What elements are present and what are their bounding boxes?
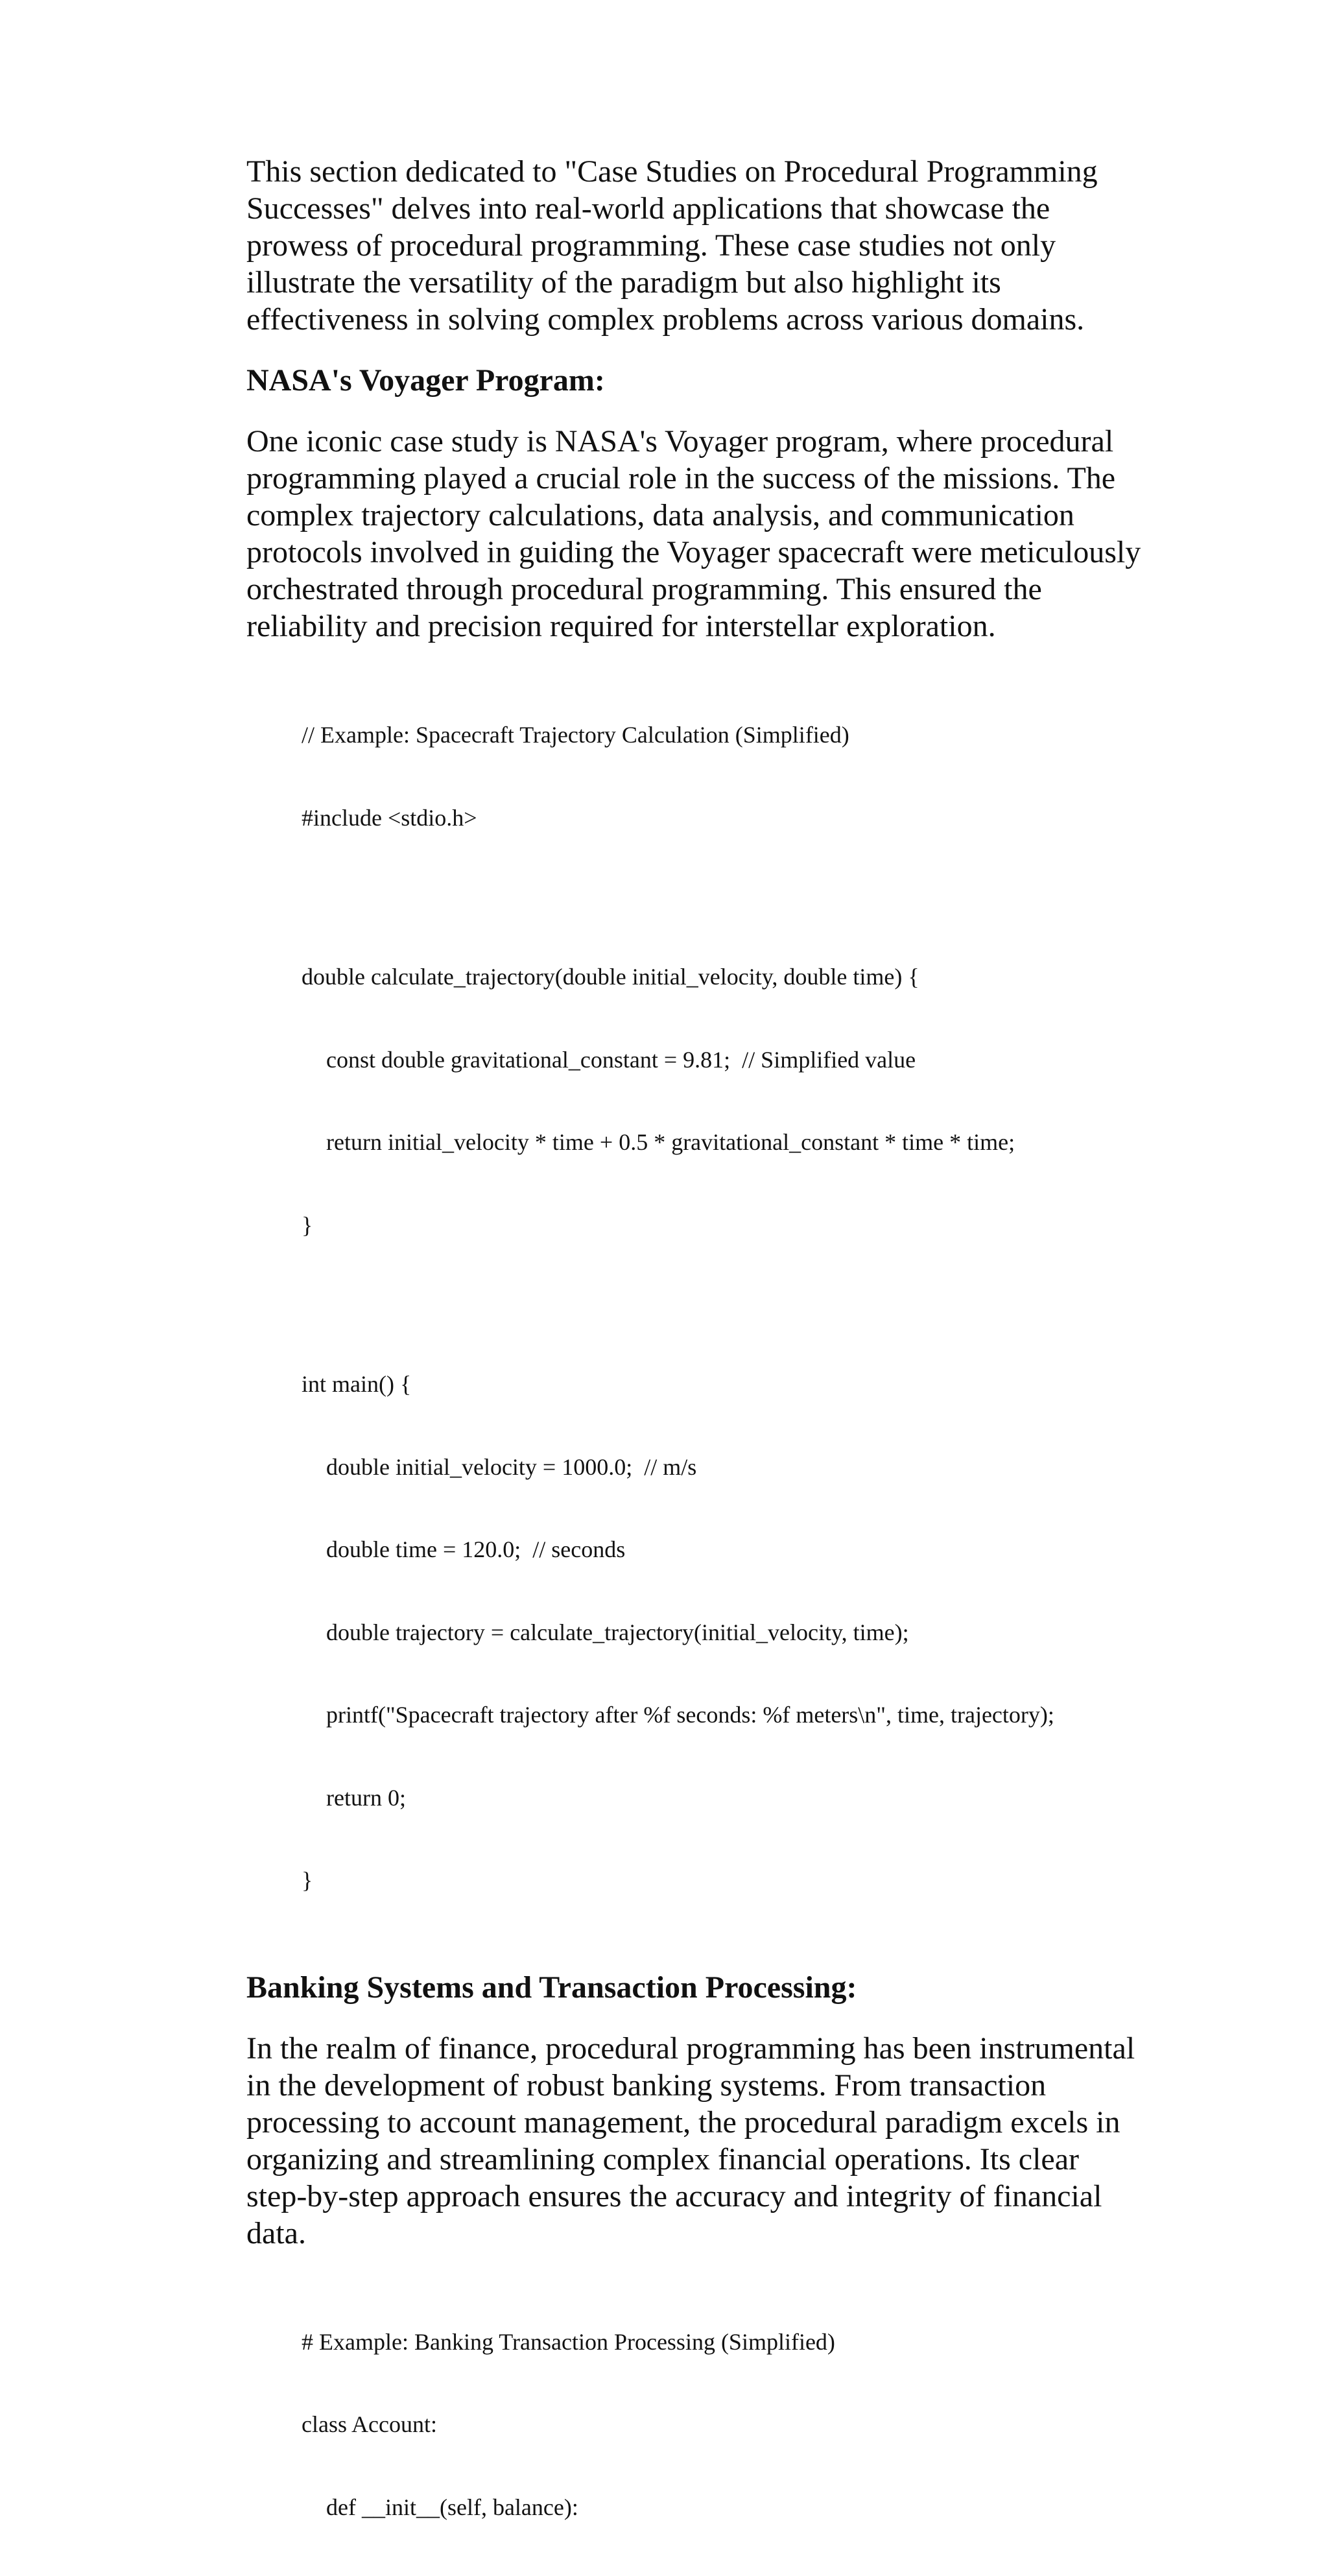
banking-paragraph: In the realm of finance, procedural programming has been instrumental in the development of robust banking systems. From transaction processing to account management, the procedural paradigm excels in organizing and streamlining complex financial operations. Its clear step-by-step approach ensures the accuracy and integrity of financial data. (246, 2030, 1141, 2252)
code-line: # Example: Banking Transaction Processing (Simplified) (302, 2328, 1154, 2356)
voyager-code-block (302, 666, 1154, 1950)
code-line: #include <stdio.h> (302, 804, 1154, 832)
code-line: // Example: Spacecraft Trajectory Calculation (Simplified) (302, 721, 1154, 749)
voyager-heading: NASA's Voyager Program: (246, 362, 1154, 399)
code-line: printf("Spacecraft trajectory after %f seconds: %f meters\n", time, trajectory); (302, 1701, 1154, 1729)
code-line: double initial_velocity = 1000.0; // m/s (302, 1453, 1154, 1481)
code-line: def __init__(self, balance): (302, 2494, 1154, 2522)
code-line: return 0; (302, 1784, 1154, 1812)
code-line: double trajectory = calculate_trajectory(initial_velocity, time); (302, 1619, 1154, 1647)
code-line: double time = 120.0; // seconds (302, 1536, 1154, 1564)
intro-paragraph: This section dedicated to "Case Studies on Procedural Programming Successes" delves into real-world applications that showcase the prowess of procedural programming. These case studies not only illustrate the versatility of the paradigm but also highlight its effectiveness in solving complex problems across various domains. (246, 153, 1141, 338)
code-line: } (302, 1866, 1154, 1894)
code-line: } (302, 1211, 1154, 1239)
banking-heading: Banking Systems and Transaction Processing: (246, 1969, 1154, 2006)
code-line: return initial_velocity * time + 0.5 * gravitational_constant * time * time; (302, 1128, 1154, 1156)
code-line: double calculate_trajectory(double initial_velocity, double time) { (302, 963, 1154, 991)
code-line: int main() { (302, 1370, 1154, 1398)
voyager-paragraph: One iconic case study is NASA's Voyager program, where procedural programming played a crucial role in the success of the missions. The complex trajectory calculations, data analysis, and communication protocols involved in guiding the Voyager spacecraft were meticulously orchestrated through procedural programming. This ensured the reliability and precision required for interstellar exploration. (246, 423, 1154, 645)
code-line: const double gravitational_constant = 9.81; // Simplified value (302, 1046, 1154, 1074)
banking-code-block (302, 2273, 1154, 2576)
document-page (246, 153, 1154, 2576)
code-line: class Account: (302, 2411, 1154, 2439)
